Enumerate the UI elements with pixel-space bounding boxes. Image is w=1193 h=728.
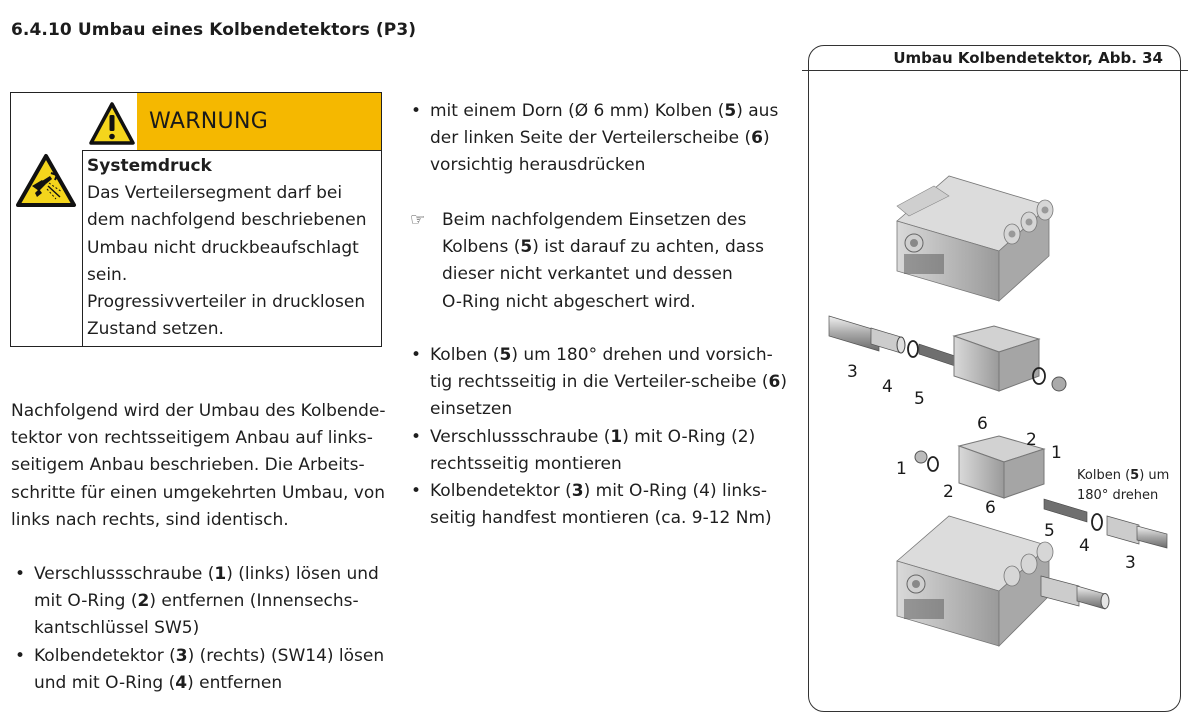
callout-label: 5 bbox=[914, 389, 925, 409]
note-block bbox=[410, 207, 795, 316]
intro-line: schritte für einen umgekehrten Umbau, von bbox=[11, 482, 386, 503]
warning-signal-word: WARNUNG bbox=[137, 93, 381, 150]
detector-left-exploded bbox=[829, 316, 1066, 391]
callout-label: 3 bbox=[1125, 553, 1136, 573]
warning-line: sein. bbox=[87, 264, 128, 285]
step-list-left bbox=[11, 561, 391, 697]
note-text bbox=[442, 207, 795, 316]
bullet-icon: • bbox=[411, 101, 422, 121]
warning-line: Progressivverteiler in drucklosen bbox=[87, 292, 366, 313]
note-line: Kolbens ( bbox=[442, 237, 521, 258]
warning-body bbox=[87, 153, 375, 343]
section-title: 6.4.10 Umbau eines Kolbendetektors (P3) bbox=[11, 20, 417, 40]
step-text: einsetzen bbox=[430, 399, 513, 420]
step-list-middle-bottom bbox=[407, 342, 792, 532]
pressure-hazard-icon bbox=[15, 153, 77, 209]
step-text: ) mit O-Ring (4) links- bbox=[583, 481, 768, 502]
bullet-icon: • bbox=[411, 426, 422, 447]
intro-line: Nachfolgend wird der Umbau des Kolbende- bbox=[11, 401, 386, 421]
warning-icon-cell bbox=[82, 93, 137, 150]
step-text: Kolbendetektor ( bbox=[430, 481, 572, 502]
pointing-hand-icon: ☞ bbox=[410, 210, 426, 230]
figure-note-text: Kolben ( bbox=[1077, 468, 1131, 483]
step-text: ) (links) lösen und bbox=[226, 564, 379, 584]
list-item bbox=[11, 643, 391, 697]
part-number: 4 bbox=[175, 672, 188, 693]
note-line: ) ist darauf zu achten, dass bbox=[532, 237, 764, 258]
figure-header-rule bbox=[802, 70, 1188, 71]
warning-line: Das Verteilersegment darf bei bbox=[87, 183, 343, 204]
part-number: 6 bbox=[768, 372, 781, 393]
warning-triangle-icon bbox=[88, 101, 136, 147]
list-item bbox=[407, 98, 792, 180]
list-item bbox=[407, 478, 792, 532]
step-text: rechtsseitig montieren bbox=[430, 453, 622, 474]
distributor-assembly-bottom bbox=[897, 516, 1109, 646]
bullet-icon: • bbox=[15, 645, 26, 666]
part-number: 5 bbox=[1130, 468, 1140, 483]
warning-left-column bbox=[11, 93, 83, 346]
part-number: 3 bbox=[175, 645, 188, 666]
callout-label: 4 bbox=[1079, 536, 1090, 556]
callout-label: 2 bbox=[1026, 430, 1037, 450]
part-number: 3 bbox=[571, 481, 584, 502]
step-text: vorsichtig herausdrücken bbox=[430, 155, 646, 176]
step-text: ) um 180° drehen und vorsich- bbox=[511, 345, 773, 365]
figure-note-text: ) um bbox=[1139, 468, 1170, 483]
note-line: Beim nachfolgendem Einsetzen des bbox=[442, 210, 747, 230]
warning-box bbox=[10, 92, 382, 347]
bullet-icon: • bbox=[15, 564, 26, 584]
list-item bbox=[407, 424, 792, 478]
step-text: Kolben ( bbox=[430, 345, 500, 365]
part-number: 1 bbox=[214, 564, 227, 584]
intro-line: tektor von rechtsseitigem Anbau auf links- bbox=[11, 428, 373, 449]
step-text: tig rechtsseitig in die Verteiler-scheibe ( bbox=[430, 372, 769, 393]
part-number: 2 bbox=[137, 591, 150, 612]
bullet-icon: • bbox=[411, 345, 422, 365]
part-number: 5 bbox=[724, 101, 737, 121]
part-number: 1 bbox=[610, 426, 623, 447]
step-text: ) bbox=[780, 372, 787, 393]
step-text: ) aus bbox=[736, 101, 779, 121]
note-line: dieser nicht verkantet und dessen bbox=[442, 264, 733, 285]
callout-label: 6 bbox=[985, 498, 996, 518]
callout-label: 2 bbox=[943, 482, 954, 502]
step-text: seitig handfest montieren (ca. 9-12 Nm) bbox=[430, 508, 772, 529]
step-text: ) (rechts) (SW14) lösen bbox=[187, 645, 385, 666]
figure-note bbox=[1077, 466, 1169, 506]
list-item bbox=[407, 342, 792, 424]
part-number: 5 bbox=[520, 237, 533, 258]
callout-label: 1 bbox=[1051, 443, 1062, 463]
warning-line: Zustand setzen. bbox=[87, 319, 224, 340]
distributor-assembly-top bbox=[897, 176, 1053, 301]
list-item bbox=[11, 561, 391, 643]
intro-paragraph bbox=[11, 398, 391, 534]
step-text: Verschlussschraube ( bbox=[34, 564, 215, 584]
step-text: Kolbendetektor ( bbox=[34, 645, 176, 666]
figure-caption: Umbau Kolbendetektor, Abb. 34 bbox=[893, 49, 1163, 67]
bullet-icon: • bbox=[411, 481, 422, 502]
figure-note-text: 180° drehen bbox=[1077, 488, 1159, 503]
note-line: O-Ring nicht abgeschert wird. bbox=[442, 291, 696, 312]
step-text: ) entfernen bbox=[187, 672, 283, 693]
warning-line: dem nachfolgend beschriebenen bbox=[87, 210, 367, 231]
callout-label: 4 bbox=[882, 377, 893, 397]
callout-label: 1 bbox=[896, 459, 907, 479]
step-text: mit einem Dorn (Ø 6 mm) Kolben ( bbox=[430, 101, 725, 121]
warning-line: Umbau nicht druckbeaufschlagt bbox=[87, 237, 359, 258]
callout-label: 6 bbox=[977, 414, 988, 434]
step-text: der linken Seite der Verteilerscheibe ( bbox=[430, 128, 752, 149]
part-number: 6 bbox=[751, 128, 763, 149]
step-text: ) bbox=[762, 128, 770, 149]
step-text: mit O-Ring ( bbox=[34, 591, 138, 612]
step-text: ) entfernen (Innensechs- bbox=[149, 591, 359, 612]
callout-label: 5 bbox=[1044, 521, 1055, 541]
figure-frame bbox=[808, 45, 1181, 712]
intro-line: links nach rechts, sind identisch. bbox=[11, 509, 289, 530]
callout-label: 3 bbox=[847, 362, 858, 382]
warning-heading: Systemdruck bbox=[87, 156, 212, 176]
intro-line: seitigem Anbau beschrieben. Die Arbeits- bbox=[11, 455, 365, 476]
step-text: kantschlüssel SW5) bbox=[34, 618, 200, 639]
step-text: ) mit O-Ring (2) bbox=[622, 426, 756, 447]
step-text: Verschlussschraube ( bbox=[430, 426, 611, 447]
exploded-assembly-illustration bbox=[809, 46, 1182, 713]
step-list-middle-top bbox=[407, 98, 792, 180]
part-number: 5 bbox=[499, 345, 512, 365]
warning-header bbox=[82, 93, 381, 151]
step-text: und mit O-Ring ( bbox=[34, 672, 176, 693]
